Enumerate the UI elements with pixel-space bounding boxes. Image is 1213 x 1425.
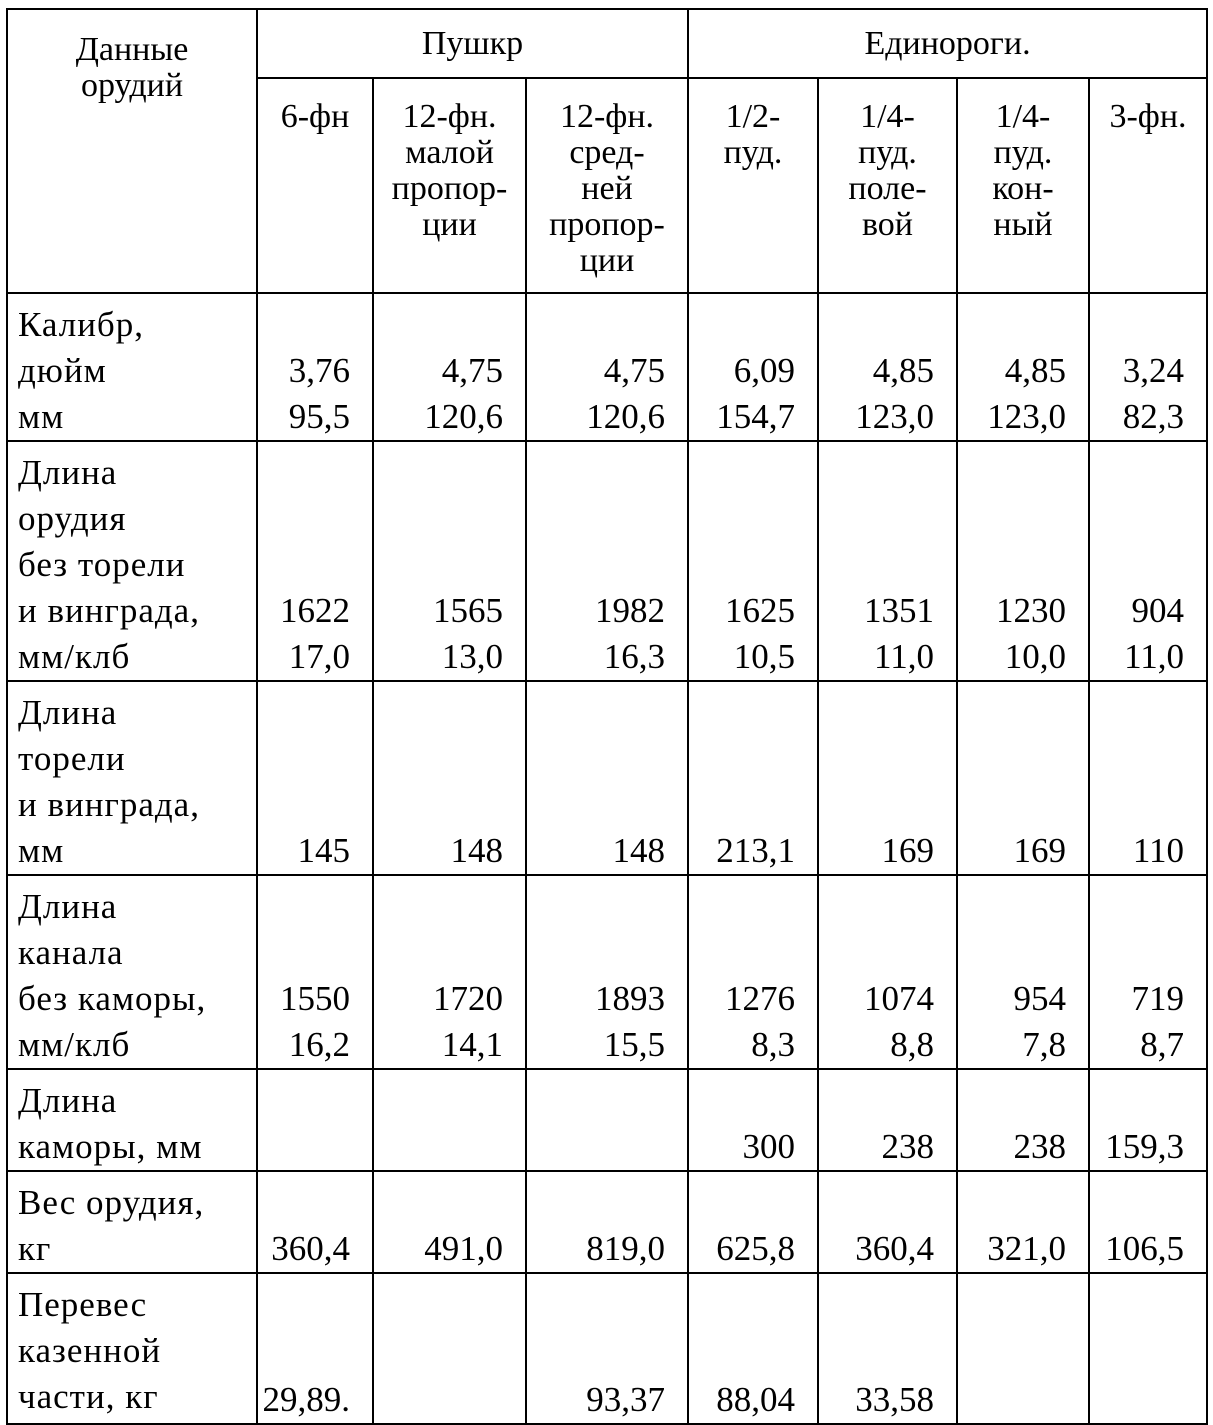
- value-line: 4,85: [1004, 351, 1066, 390]
- value-cell: [818, 293, 957, 441]
- value-cell: [957, 875, 1089, 1069]
- group-header-edinorogi: Единороги.: [688, 9, 1207, 78]
- value-cell: [257, 293, 373, 441]
- value-line: 110: [1132, 831, 1185, 870]
- table-row: [7, 1069, 1207, 1171]
- value-line: 169: [1013, 831, 1066, 870]
- value-line: 95,5: [288, 397, 350, 436]
- value-cell: [957, 1171, 1089, 1273]
- table-row: [7, 1171, 1207, 1273]
- value-cell: [526, 875, 688, 1069]
- value-line: 3,24: [1122, 351, 1185, 390]
- value-line: 625,8: [716, 1229, 795, 1268]
- value-line: 93,37: [586, 1380, 665, 1419]
- column-header-7: [1089, 78, 1207, 293]
- column-header-line: ный: [993, 206, 1053, 243]
- value-cell: [373, 1171, 526, 1273]
- column-header-line: поле-: [848, 170, 927, 207]
- column-header-line: пропор-: [391, 170, 508, 207]
- column-header-line: 12-фн.: [402, 98, 497, 135]
- value-line: 4,75: [441, 351, 503, 390]
- value-cell: [957, 441, 1089, 681]
- value-cell: [1089, 441, 1207, 681]
- row-label-cell: [7, 681, 257, 875]
- value-cell: [373, 681, 526, 875]
- value-line: 159,3: [1105, 1127, 1185, 1166]
- value-cell: [373, 1273, 526, 1424]
- column-header-line: 12-фн.: [559, 98, 655, 135]
- column-header-line: вой: [861, 206, 914, 243]
- value-line: 904: [1131, 591, 1185, 630]
- value-line: 238: [881, 1127, 934, 1166]
- value-cell: [957, 681, 1089, 875]
- value-line: 88,04: [716, 1380, 795, 1419]
- value-cell: [818, 1273, 957, 1424]
- value-line: 300: [742, 1127, 795, 1166]
- value-cell: [526, 1171, 688, 1273]
- row-label-cell: [7, 875, 257, 1069]
- column-header-line: сред-: [569, 134, 645, 171]
- value-line: 33,58: [855, 1380, 934, 1419]
- value-line: 123,0: [987, 397, 1066, 436]
- row-label-line: без торели: [18, 545, 186, 584]
- value-line: 120,6: [586, 397, 665, 436]
- value-cell: [373, 875, 526, 1069]
- row-label-line: мм/клб: [18, 1025, 131, 1064]
- value-line: 491,0: [424, 1229, 503, 1268]
- value-cell: [1089, 1273, 1207, 1424]
- value-line: 213,1: [716, 831, 795, 870]
- row-label-line: мм: [18, 397, 65, 436]
- value-cell: [526, 441, 688, 681]
- row-label-line: части, кг: [18, 1377, 159, 1416]
- value-cell: [818, 875, 957, 1069]
- value-cell: [818, 441, 957, 681]
- value-cell: [373, 1069, 526, 1171]
- table-row: [7, 293, 1207, 441]
- value-line: 1720: [433, 979, 503, 1018]
- value-line: 14,1: [441, 1025, 503, 1064]
- row-label-line: Длина: [18, 887, 118, 926]
- value-line: 1565: [433, 591, 503, 630]
- value-line: 321,0: [987, 1229, 1066, 1268]
- value-line: 8,8: [890, 1025, 934, 1064]
- value-cell: [526, 1273, 688, 1424]
- value-cell: [688, 441, 818, 681]
- value-cell: [688, 1069, 818, 1171]
- row-label-line: мм/клб: [18, 637, 131, 676]
- value-line: 4,85: [872, 351, 934, 390]
- value-line: 1982: [595, 591, 665, 630]
- corner-header-line-1: Данные: [75, 31, 189, 68]
- row-label-line: торели: [18, 739, 126, 778]
- value-line: 145: [297, 831, 350, 870]
- header-row-groups: [7, 9, 1207, 78]
- row-label-line: Вес орудия,: [18, 1183, 205, 1222]
- value-cell: [688, 681, 818, 875]
- column-header-line: 1/2-: [725, 98, 781, 135]
- value-line: 1230: [996, 591, 1066, 630]
- column-header-2: [373, 78, 526, 293]
- value-cell: [257, 1273, 373, 1424]
- value-line: 17,0: [288, 637, 350, 676]
- column-header-line: пуд.: [993, 134, 1053, 171]
- value-line: 11,0: [874, 637, 934, 676]
- value-cell: [1089, 1171, 1207, 1273]
- value-line: 954: [1013, 979, 1066, 1018]
- value-line: 15,5: [603, 1025, 665, 1064]
- row-label-line: без каморы,: [18, 979, 207, 1018]
- column-header-line: ции: [579, 242, 635, 279]
- column-header-line: малой: [405, 134, 494, 171]
- row-label-line: орудия: [18, 499, 127, 538]
- value-cell: [257, 875, 373, 1069]
- column-header-line: кон-: [992, 170, 1054, 207]
- table-row: [7, 681, 1207, 875]
- column-header-6: [957, 78, 1089, 293]
- value-line: 3,76: [288, 351, 350, 390]
- value-cell: [957, 293, 1089, 441]
- row-label-cell: [7, 441, 257, 681]
- value-line: 16,3: [603, 637, 665, 676]
- row-label-cell: [7, 1069, 257, 1171]
- corner-header-line-2: орудий: [80, 67, 184, 104]
- value-line: 1550: [280, 979, 350, 1018]
- value-cell: [688, 1171, 818, 1273]
- value-line: 8,7: [1140, 1025, 1185, 1064]
- row-label-cell: [7, 293, 257, 441]
- value-line: 719: [1131, 979, 1185, 1018]
- value-cell: [957, 1069, 1089, 1171]
- value-line: 1893: [595, 979, 665, 1018]
- group-header-pushki: Пушкр: [257, 9, 688, 78]
- value-line: 819,0: [586, 1229, 665, 1268]
- row-label-cell: [7, 1273, 257, 1424]
- value-cell: [1089, 875, 1207, 1069]
- value-cell: [1089, 293, 1207, 441]
- column-header-line: 1/4-: [995, 98, 1051, 135]
- value-cell: [257, 441, 373, 681]
- value-cell: [257, 1171, 373, 1273]
- column-header-3: [526, 78, 688, 293]
- value-line: 1351: [864, 591, 934, 630]
- value-cell: [526, 681, 688, 875]
- value-cell: [688, 293, 818, 441]
- value-cell: [818, 1171, 957, 1273]
- value-line: 106,5: [1105, 1229, 1185, 1268]
- row-label-line: Длина: [18, 693, 118, 732]
- value-line: 11,0: [1124, 637, 1185, 676]
- value-line: 8,3: [751, 1025, 795, 1064]
- value-cell: [1089, 681, 1207, 875]
- row-label-line: Калибр,: [18, 305, 144, 344]
- value-line: 10,5: [733, 637, 795, 676]
- value-line: 360,4: [271, 1229, 350, 1268]
- value-line: 148: [450, 831, 503, 870]
- value-line: 238: [1013, 1127, 1066, 1166]
- row-label-cell: [7, 1171, 257, 1273]
- value-cell: [818, 681, 957, 875]
- value-line: 169: [881, 831, 934, 870]
- table-row: [7, 1273, 1207, 1424]
- column-header-line: ции: [422, 206, 477, 243]
- column-header-line: пуд.: [858, 134, 917, 171]
- row-label-line: Перевес: [18, 1285, 148, 1324]
- column-header-5: [818, 78, 957, 293]
- value-line: 154,7: [716, 397, 795, 436]
- value-cell: [526, 293, 688, 441]
- table-row: [7, 875, 1207, 1069]
- value-cell: [257, 1069, 373, 1171]
- row-label-line: и винграда,: [18, 785, 200, 824]
- column-header-line: 3-фн.: [1109, 98, 1187, 135]
- corner-header-cell: [7, 9, 257, 293]
- value-cell: [957, 1273, 1089, 1424]
- row-label-line: дюйм: [18, 351, 107, 390]
- value-line: 360,4: [855, 1229, 934, 1268]
- value-line: 16,2: [288, 1025, 350, 1064]
- value-line: 7,8: [1022, 1025, 1066, 1064]
- value-cell: [526, 1069, 688, 1171]
- value-line: 1625: [725, 591, 795, 630]
- value-cell: [688, 875, 818, 1069]
- value-line: 148: [612, 831, 665, 870]
- value-line: 1622: [280, 591, 350, 630]
- row-label-line: мм: [18, 831, 65, 870]
- column-header-line: 1/4-: [860, 98, 915, 135]
- column-header-4: [688, 78, 818, 293]
- value-line: 6,09: [733, 351, 795, 390]
- column-header-line: ней: [581, 170, 633, 207]
- value-line: 10,0: [1004, 637, 1066, 676]
- value-cell: [257, 681, 373, 875]
- value-line: 4,75: [603, 351, 665, 390]
- column-header-line: пропор-: [549, 206, 665, 243]
- value-line: 13,0: [441, 637, 503, 676]
- column-header-1: [257, 78, 373, 293]
- value-line: 1074: [864, 979, 934, 1018]
- value-line: 120,6: [424, 397, 503, 436]
- table-row: [7, 441, 1207, 681]
- row-label-line: казенной: [18, 1331, 162, 1370]
- value-cell: [373, 293, 526, 441]
- value-cell: [1089, 1069, 1207, 1171]
- value-line: 1276: [725, 979, 795, 1018]
- value-line: 82,3: [1122, 397, 1185, 436]
- row-label-line: Длина: [18, 453, 118, 492]
- value-line: 123,0: [855, 397, 934, 436]
- row-label-line: канала: [18, 933, 124, 972]
- column-header-line: 6-фн: [280, 98, 350, 135]
- gun-data-table-wrapper: [6, 8, 1206, 1425]
- value-cell: [373, 441, 526, 681]
- row-label-line: и винграда,: [18, 591, 200, 630]
- row-label-line: кг: [18, 1229, 52, 1268]
- gun-data-table: [6, 8, 1208, 1425]
- value-cell: [688, 1273, 818, 1424]
- value-cell: [818, 1069, 957, 1171]
- row-label-line: Длина: [18, 1081, 118, 1120]
- row-label-line: каморы, мм: [18, 1127, 203, 1166]
- column-header-line: пуд.: [723, 134, 783, 171]
- value-line: 29,89.: [262, 1380, 350, 1419]
